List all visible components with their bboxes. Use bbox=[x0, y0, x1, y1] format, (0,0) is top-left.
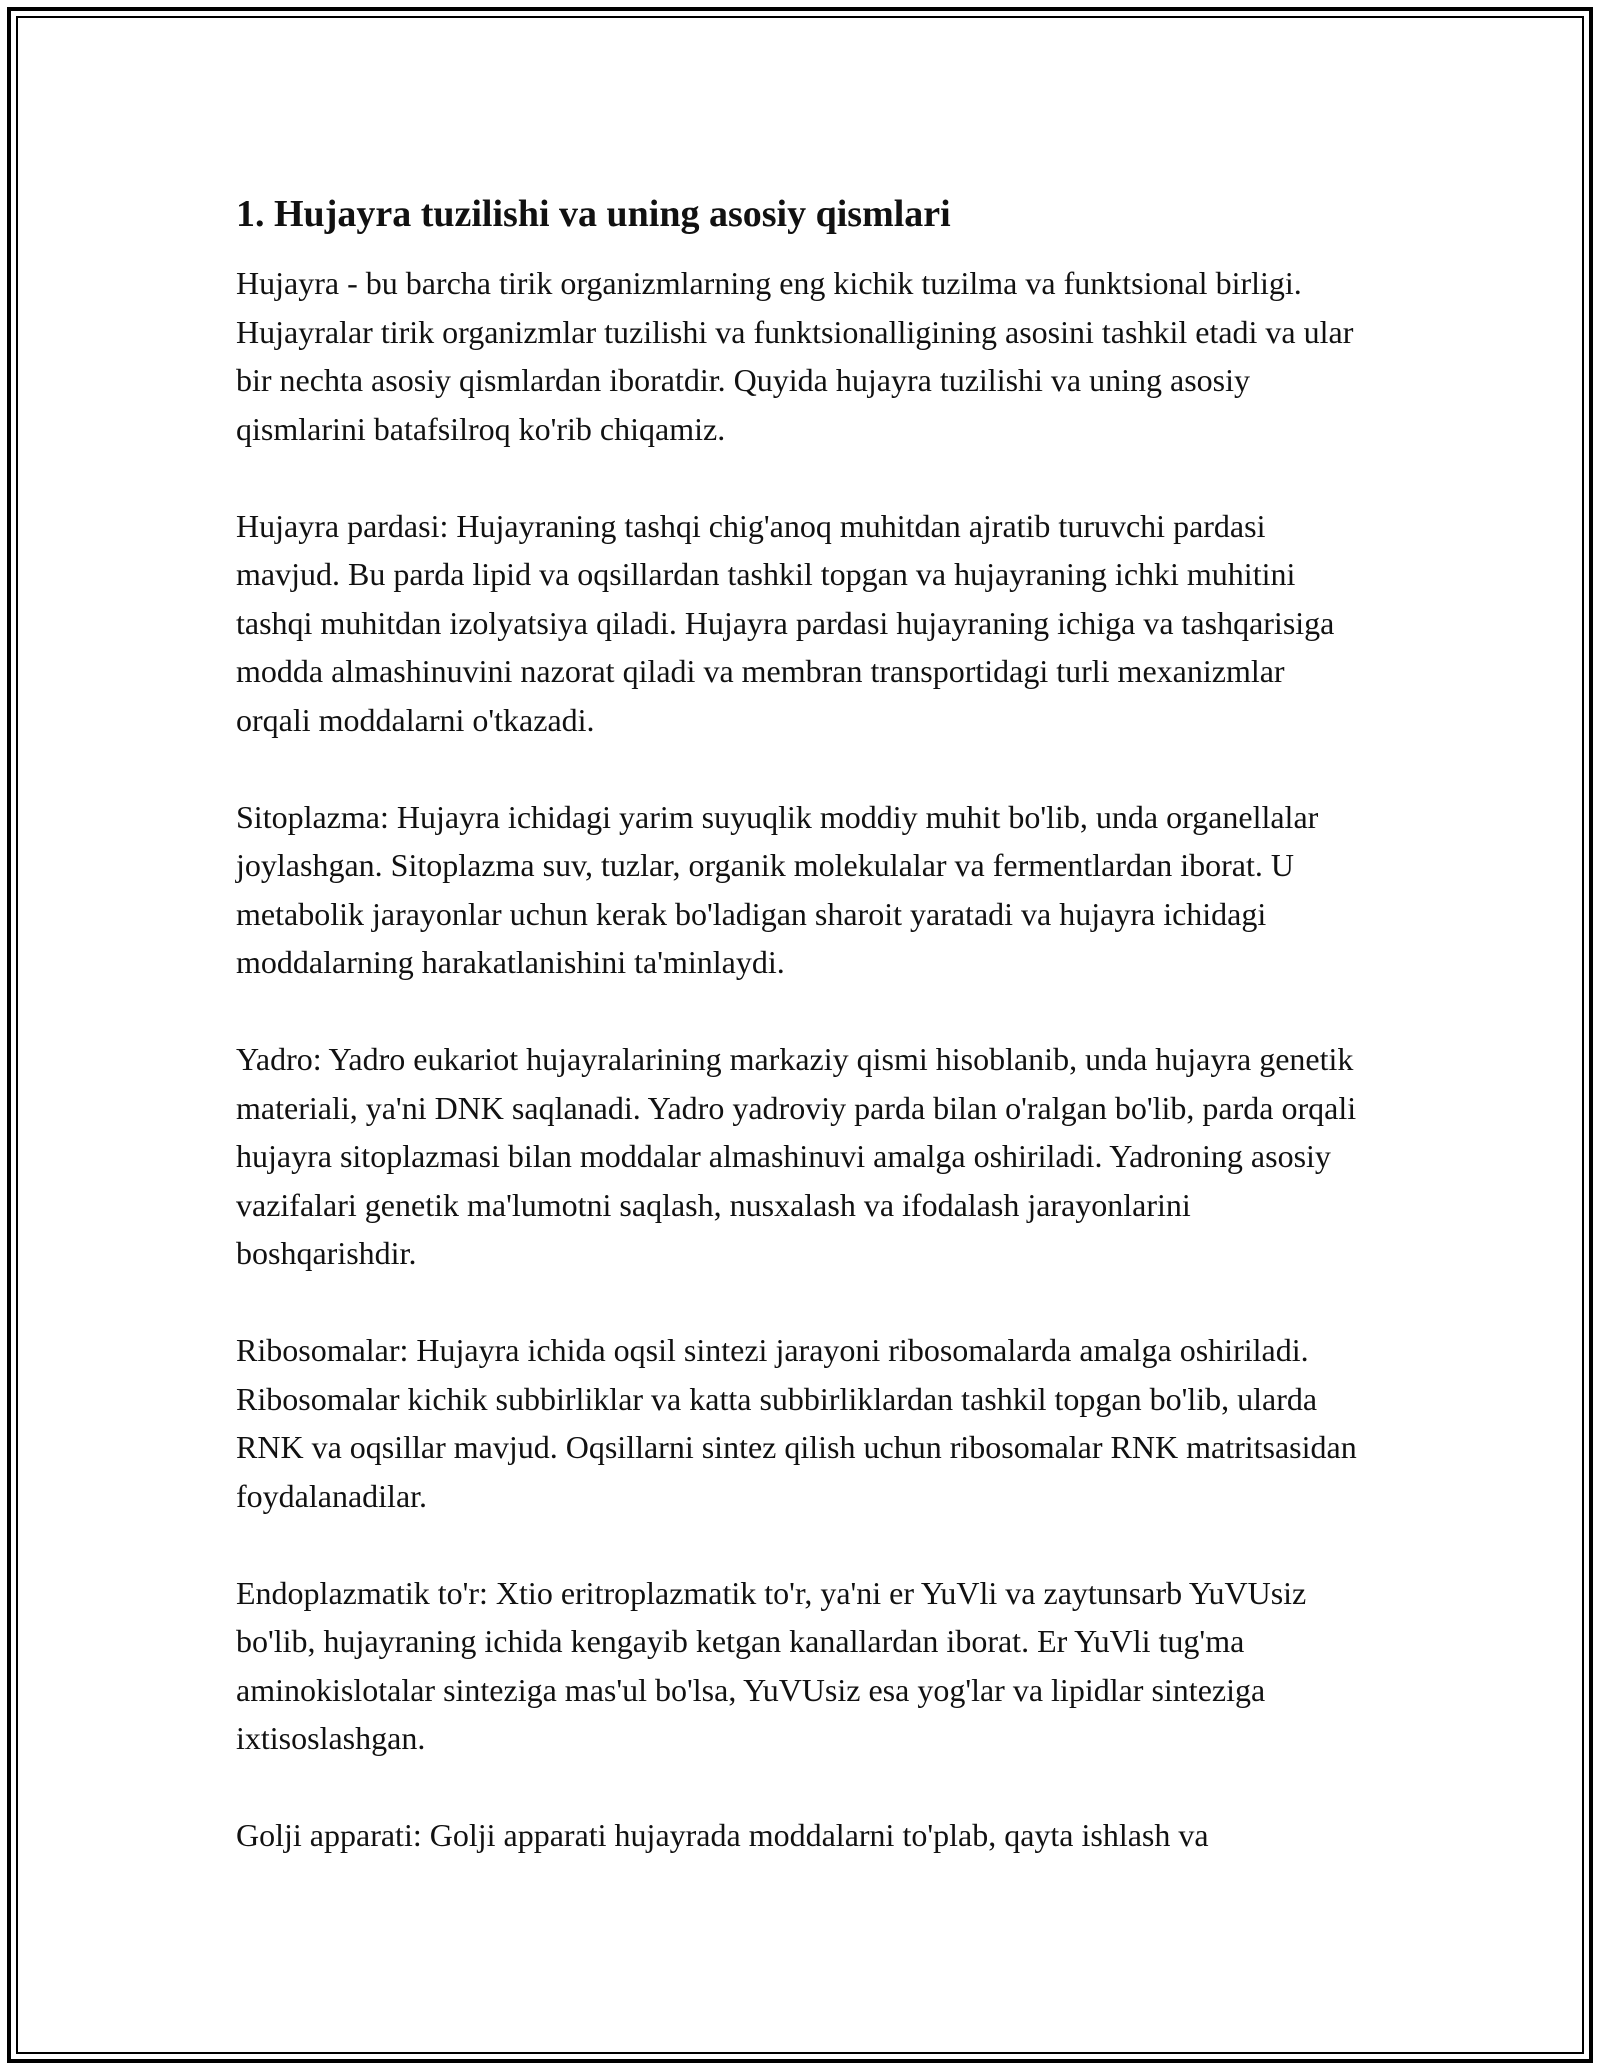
section-title: 1. Hujayra tuzilishi va uning asosiy qismlari bbox=[236, 193, 951, 235]
paragraph-endoplasmic-reticulum: Endoplazmatik to'r: Xtio eritroplazmatik to'r, ya'ni er YuVli va zaytunsarb YuVUsiz bo'lib, hujayraning ichida kengayib ketgan kanallardan iborat. Er YuVli tug'ma aminokislotalar sinteziga mas'ul bo'lsa, YuVUsiz esa yog'lar va lipidlar sinteziga ixtisoslashgan. bbox=[236, 1574, 1307, 1756]
paragraph-intro: Hujayra - bu barcha tirik organizmlarning eng kichik tuzilma va funktsional birligi. Hujayralar tirik organizmlar tuzilishi va funktsionalligining asosini tashkil etadi va ular bir nechta asosiy qismlardan iboratdir. Quyida hujayra tuzilishi va uning asosiy qismlarini batafsilroq ko'rib chiqamiz. bbox=[236, 265, 1354, 447]
paragraph-ribosomes: Ribosomalar: Hujayra ichida oqsil sintezi jarayoni ribosomalarda amalga oshiriladi. Ribosomalar kichik subbirliklar va katta subbirliklardan tashkil topgan bo'lib, ularda RNK va oqsillar mavjud. Oqsillarni sintez qilish uchun ribosomalar RNK matritsasidan foydalanadilar. bbox=[236, 1332, 1357, 1514]
paragraph-cell-membrane: Hujayra pardasi: Hujayraning tashqi chig'anoq muhitdan ajratib turuvchi pardasi mavjud. Bu parda lipid va oqsillardan tashkil topgan va hujayraning ichki muhitini tashqi muhitdan izolyatsiya qiladi. Hujayra pardasi hujayraning ichiga va tashqarisiga modda almashinuvini nazorat qiladi va membran transportidagi turli mexanizmlar orqali moddalarni o'tkazadi. bbox=[236, 507, 1335, 738]
paragraph-nucleus: Yadro: Yadro eukariot hujayralarining markaziy qismi hisoblanib, unda hujayra genetik materiali, ya'ni DNK saqlanadi. Yadro yadroviy parda bilan o'ralgan bo'lib, parda orqali hujayra sitoplazmasi bilan moddalar almashinuvi amalga oshiriladi. Yadroning asosiy vazifalari genetik ma'lumotni saqlash, nusxalash va ifodalash jarayonlarini boshqarishdir. bbox=[236, 1041, 1357, 1271]
paragraph-golgi-apparatus: Golji apparati: Golji apparati hujayrada moddalarni to'plab, qayta ishlash va bbox=[236, 1817, 1209, 1853]
paragraph-cytoplasm: Sitoplazma: Hujayra ichidagi yarim suyuqlik moddiy muhit bo'lib, unda organellalar joylashgan. Sitoplazma suv, tuzlar, organik molekulalar va fermentlardan iborat. U metabolik jarayonlar uchun kerak bo'ladigan sharoit yaratadi va hujayra ichidagi moddalarning harakatlanishini ta'minlaydi. bbox=[236, 798, 1319, 980]
document-body bbox=[236, 187, 1366, 1908]
